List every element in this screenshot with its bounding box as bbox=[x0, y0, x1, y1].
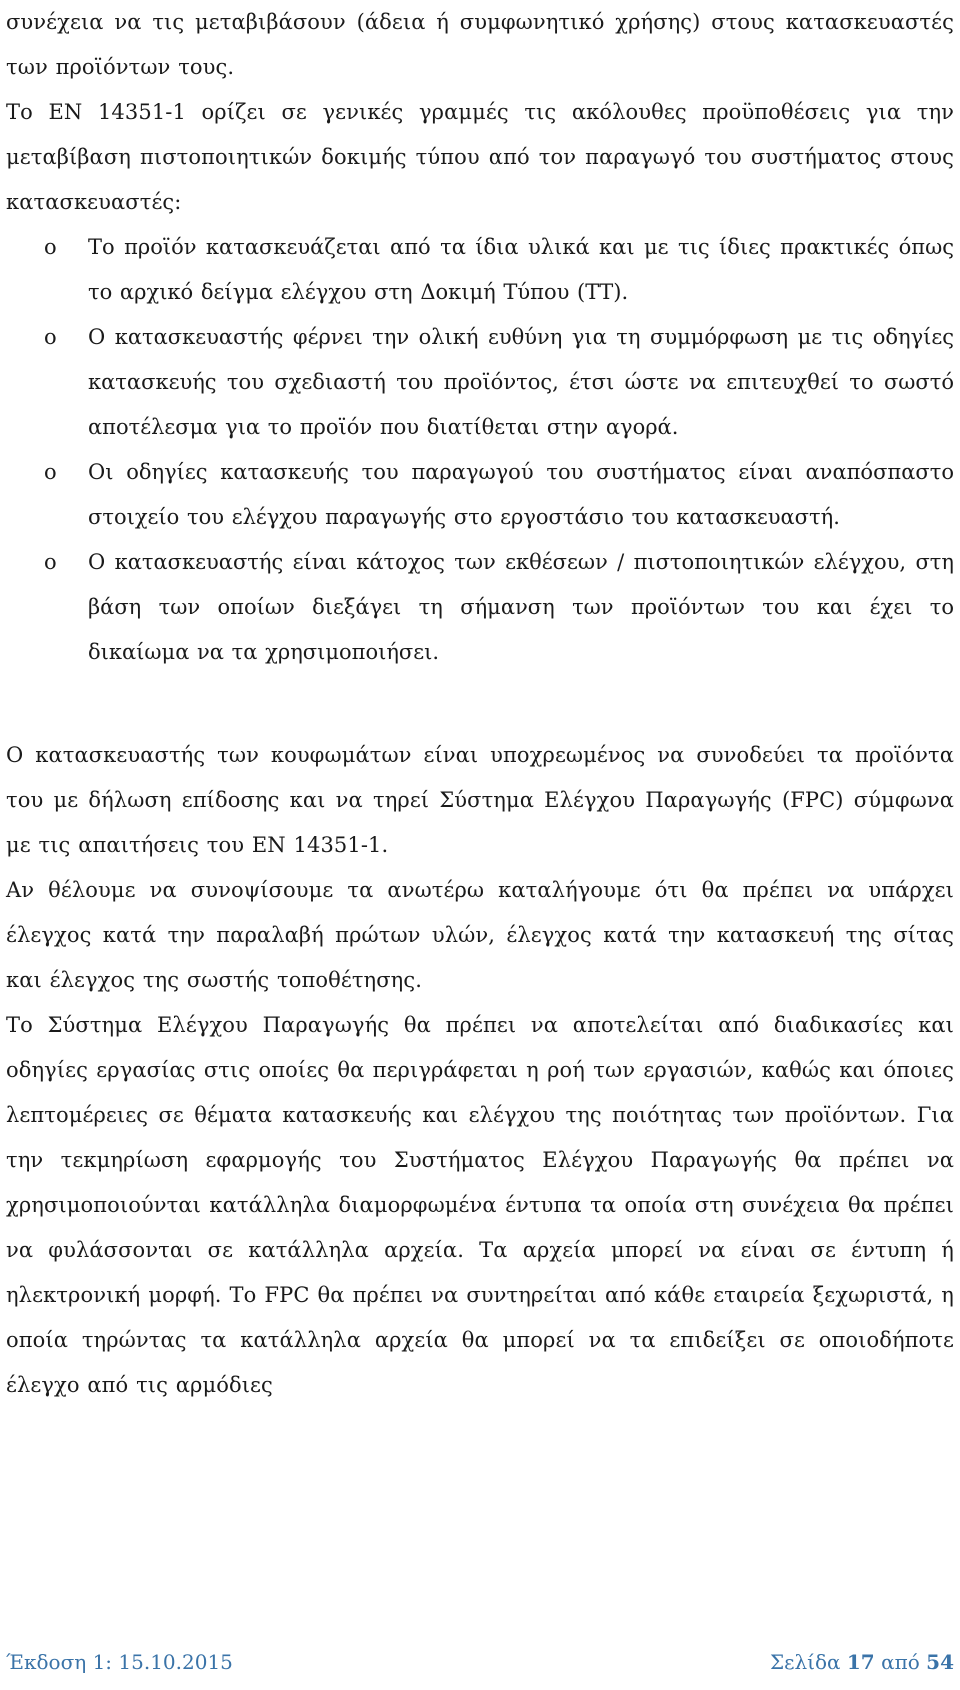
page-counter bbox=[770, 1650, 954, 1674]
list-item-text: Το προϊόν κατασκευάζεται από τα ίδια υλικά και με τις ίδιες πρακτικές όπως το αρχικό δείγμα ελέγχου στη Δοκιμή Τύπου (ΤΤ). bbox=[88, 235, 954, 304]
of-word: από bbox=[881, 1650, 920, 1674]
paragraph-en14351-intro: Το EN 14351-1 ορίζει σε γενικές γραμμές τις ακόλουθες προϋποθέσεις για την μεταβίβαση πιστοποιητικών δοκιμής τύπου από τον παραγωγό του συστήματος στους κατασκευαστές: bbox=[6, 100, 954, 214]
edition-label: Έκδοση 1: 15.10.2015 bbox=[6, 1650, 233, 1674]
paragraph-spacer bbox=[6, 675, 954, 733]
list-item bbox=[6, 450, 954, 540]
list-item-text: Ο κατασκευαστής είναι κάτοχος των εκθέσεων / πιστοποιητικών ελέγχου, στη βάση των οποίων διεξάγει τη σήμανση των προϊόντων του και έχει το δικαίωμα να τα χρησιμοποιήσει. bbox=[88, 550, 954, 664]
page-footer bbox=[6, 1646, 954, 1678]
bullet-marker: o bbox=[44, 550, 57, 574]
paragraph-fpc-system: Το Σύστημα Ελέγχου Παραγωγής θα πρέπει να αποτελείται από διαδικασίες και οδηγίες εργασίας στις οποίες θα περιγράφεται η ροή των εργασιών, καθώς και όποιες λεπτομέρειες σε θέματα κατασκευής και ελέγχου της ποιότητας των προϊόντων. Για την τεκμηρίωση εφαρμογής του Συστήματος Ελέγχου Παραγωγής θα πρέπει να χρησιμοποιούνται κατάλληλα διαμορφωμένα έντυπα τα οποία στη συνέχεια θα πρέπει να φυλάσσονται σε κατάλληλα αρχεία. Τα αρχεία μπορεί να είναι σε έντυπη ή ηλεκτρονική μορφή. Το FPC θα πρέπει να συντηρείται από κάθε εταιρεία ξεχωριστά, η οποία τηρώντας τα κατάλληλα αρχεία θα μπορεί να τα επιδείξει σε οποιοδήποτε έλεγχο από τις αρμόδιες bbox=[6, 1013, 954, 1397]
list-item bbox=[6, 540, 954, 675]
total-pages: 54 bbox=[926, 1650, 954, 1674]
list-item bbox=[6, 315, 954, 450]
list-item bbox=[6, 225, 954, 315]
bullet-marker: o bbox=[44, 460, 57, 484]
page-number: 17 bbox=[846, 1650, 875, 1674]
bullet-marker: o bbox=[44, 325, 57, 349]
list-item-text: Οι οδηγίες κατασκευής του παραγωγού του συστήματος είναι αναπόσπαστο στοιχείο του ελέγχου παραγωγής στο εργοστάσιο του κατασκευαστή. bbox=[88, 460, 954, 529]
page-word: Σελίδα bbox=[769, 1650, 841, 1674]
requirements-list bbox=[6, 225, 954, 675]
list-item-text: Ο κατασκευαστής φέρνει την ολική ευθύνη για τη συμμόρφωση με τις οδηγίες κατασκευής του σχεδιαστή του προϊόντος, έτσι ώστε να επιτευχθεί το σωστό αποτέλεσμα για το προϊόν που διατίθεται στην αγορά. bbox=[88, 325, 954, 439]
document-page bbox=[6, 0, 954, 1408]
paragraph-continuation: συνέχεια να τις μεταβιβάσουν (άδεια ή συμφωνητικό χρήσης) στους κατασκευαστές των προϊόντων τους. bbox=[6, 10, 954, 79]
paragraph-manufacturer-obligation: Ο κατασκευαστής των κουφωμάτων είναι υποχρεωμένος να συνοδεύει τα προϊόντα του με δήλωση επίδοσης και να τηρεί Σύστημα Ελέγχου Παραγωγής (FPC) σύμφωνα με τις απαιτήσεις του EN 14351-1. bbox=[6, 743, 954, 857]
bullet-marker: o bbox=[44, 235, 57, 259]
paragraph-summary: Αν θέλουμε να συνοψίσουμε τα ανωτέρω καταλήγουμε ότι θα πρέπει να υπάρχει έλεγχος κατά την παραλαβή πρώτων υλών, έλεγχος κατά την κατασκευή της σίτας και έλεγχος της σωστής τοποθέτησης. bbox=[6, 878, 954, 992]
